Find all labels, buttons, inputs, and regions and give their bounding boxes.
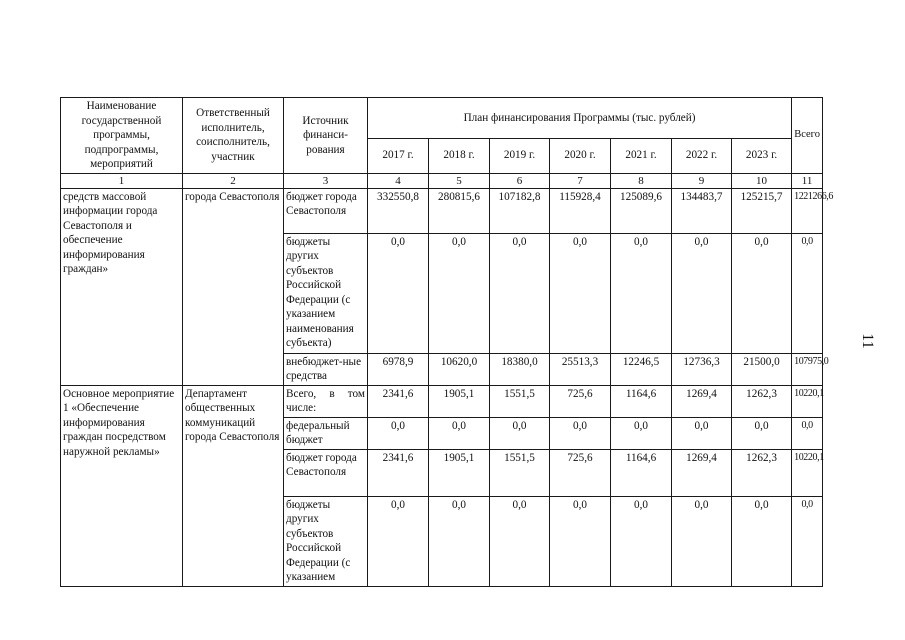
header-total: Всего — [792, 98, 823, 174]
value-cell: 1551,5 — [490, 449, 550, 496]
value-cell: 0,0 — [732, 417, 792, 449]
value-cell: 280815,6 — [429, 188, 490, 233]
header-name: Наименование государственной программы, подпрограммы, мероприятий — [61, 98, 183, 174]
header-year: 2018 г. — [429, 138, 490, 173]
column-number: 4 — [368, 173, 429, 188]
executor-cell: Департамент общественных коммуникаций города Севастополя — [183, 385, 284, 586]
page-number: 11 — [859, 333, 876, 349]
value-cell: 0,0 — [368, 417, 429, 449]
value-cell: 0,0 — [732, 233, 792, 353]
value-cell: 25513,3 — [550, 353, 611, 385]
value-cell: 0,0 — [672, 417, 732, 449]
value-cell: 0,0 — [672, 233, 732, 353]
header-source: Источник финанси-рования — [284, 98, 368, 174]
source-cell: Всего, в том числе: — [284, 385, 368, 417]
value-cell: 2341,6 — [368, 449, 429, 496]
column-number: 6 — [490, 173, 550, 188]
total-cell: 10220,1 — [792, 449, 823, 496]
value-cell: 0,0 — [672, 496, 732, 586]
value-cell: 1269,4 — [672, 449, 732, 496]
value-cell: 0,0 — [550, 233, 611, 353]
value-cell: 1905,1 — [429, 385, 490, 417]
value-cell: 21500,0 — [732, 353, 792, 385]
total-cell: 107975,0 — [792, 353, 823, 385]
total-cell: 10220,1 — [792, 385, 823, 417]
column-number: 5 — [429, 173, 490, 188]
value-cell: 6978,9 — [368, 353, 429, 385]
value-cell: 0,0 — [550, 496, 611, 586]
value-cell: 12736,3 — [672, 353, 732, 385]
header-year: 2020 г. — [550, 138, 611, 173]
total-cell: 0,0 — [792, 233, 823, 353]
total-cell: 0,0 — [792, 417, 823, 449]
value-cell: 1164,6 — [611, 449, 672, 496]
value-cell: 2341,6 — [368, 385, 429, 417]
total-cell: 0,0 — [792, 496, 823, 586]
value-cell: 134483,7 — [672, 188, 732, 233]
value-cell: 115928,4 — [550, 188, 611, 233]
column-numbers-row — [61, 173, 823, 188]
header-executor: Ответственный исполнитель, соисполнитель, участник — [183, 98, 284, 174]
value-cell: 1905,1 — [429, 449, 490, 496]
source-cell: бюджеты других субъектов Российской Федерации (с указанием — [284, 496, 368, 586]
source-cell: бюджет города Севастополя — [284, 449, 368, 496]
value-cell: 0,0 — [368, 233, 429, 353]
column-number: 10 — [732, 173, 792, 188]
header-row-1 — [61, 98, 823, 139]
source-cell: внебюджет-ные средства — [284, 353, 368, 385]
value-cell: 0,0 — [429, 417, 490, 449]
value-cell: 725,6 — [550, 449, 611, 496]
value-cell: 725,6 — [550, 385, 611, 417]
column-number: 7 — [550, 173, 611, 188]
total-cell: 1221266,6 — [792, 188, 823, 233]
column-number: 2 — [183, 173, 284, 188]
value-cell: 0,0 — [429, 233, 490, 353]
value-cell: 1262,3 — [732, 385, 792, 417]
header-year: 2022 г. — [672, 138, 732, 173]
value-cell: 0,0 — [550, 417, 611, 449]
header-plan-title: План финансирования Программы (тыс. рублей) — [368, 98, 792, 139]
value-cell: 0,0 — [368, 496, 429, 586]
financing-table — [60, 97, 833, 587]
header-year: 2017 г. — [368, 138, 429, 173]
executor-cell: города Севастополя — [183, 188, 284, 385]
value-cell: 0,0 — [490, 233, 550, 353]
source-cell: бюджеты других субъектов Российской Федерации (с указанием наименования субъекта) — [284, 233, 368, 353]
value-cell: 0,0 — [490, 496, 550, 586]
source-cell: федеральный бюджет — [284, 417, 368, 449]
value-cell: 0,0 — [732, 496, 792, 586]
column-number: 3 — [284, 173, 368, 188]
value-cell: 0,0 — [490, 417, 550, 449]
value-cell: 0,0 — [611, 233, 672, 353]
column-number: 9 — [672, 173, 732, 188]
value-cell: 1269,4 — [672, 385, 732, 417]
program-name-cell: средств массовой информации города Севастополя и обеспечение информирования граждан» — [61, 188, 183, 385]
value-cell: 1164,6 — [611, 385, 672, 417]
value-cell: 107182,8 — [490, 188, 550, 233]
value-cell: 0,0 — [611, 496, 672, 586]
header-year: 2019 г. — [490, 138, 550, 173]
value-cell: 18380,0 — [490, 353, 550, 385]
value-cell: 12246,5 — [611, 353, 672, 385]
column-number: 8 — [611, 173, 672, 188]
source-cell: бюджет города Севастополя — [284, 188, 368, 233]
program-name-cell: Основное мероприятие 1 «Обеспечение информирования граждан посредством наружной рекламы» — [61, 385, 183, 586]
header-year: 2023 г. — [732, 138, 792, 173]
value-cell: 125215,7 — [732, 188, 792, 233]
header-year: 2021 г. — [611, 138, 672, 173]
value-cell: 332550,8 — [368, 188, 429, 233]
value-cell: 10620,0 — [429, 353, 490, 385]
value-cell: 1551,5 — [490, 385, 550, 417]
table-row — [61, 188, 823, 233]
value-cell: 0,0 — [429, 496, 490, 586]
value-cell: 125089,6 — [611, 188, 672, 233]
column-number: 1 — [61, 173, 183, 188]
value-cell: 0,0 — [611, 417, 672, 449]
column-number: 11 — [792, 173, 823, 188]
value-cell: 1262,3 — [732, 449, 792, 496]
table-row — [61, 385, 823, 417]
